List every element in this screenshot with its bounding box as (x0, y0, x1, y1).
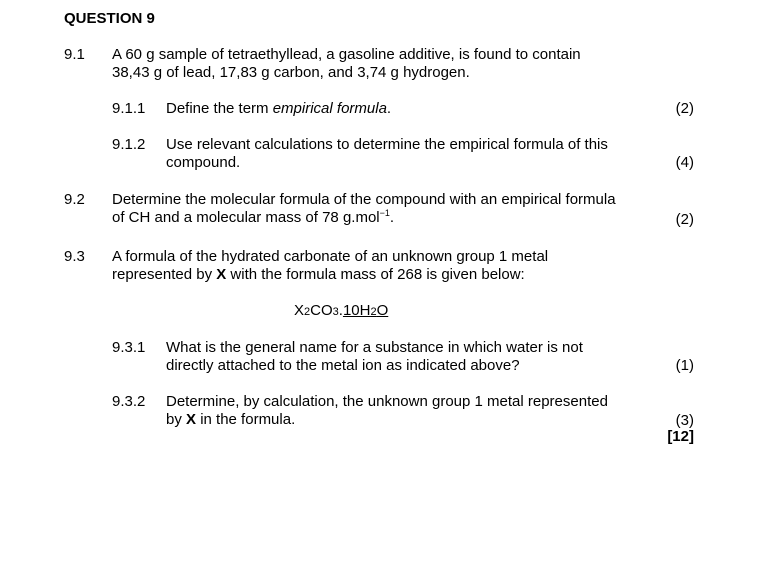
line: A formula of the hydrated carbonate of an unknown group 1 metal (112, 248, 549, 265)
line: Determine, by calculation, the unknown group 1 metal represented (166, 393, 608, 410)
line: Use relevant calculations to determine the empirical formula of this (166, 136, 608, 153)
text: by (166, 411, 187, 428)
line: What is the general name for a substance in which water is not (166, 339, 583, 356)
q9-1-1-number: 9.1.1 (112, 100, 146, 117)
q9-2-number: 9.2 (64, 191, 85, 208)
line: Determine the molecular formula of the compound with an empirical formula (112, 191, 616, 208)
q9-1-number: 9.1 (64, 46, 85, 63)
f: CO (310, 302, 333, 319)
q9-1-2-text (166, 136, 646, 172)
q9-1-2-number: 9.1.2 (112, 136, 146, 153)
line: A 60 g sample of tetraethyllead, a gasoline additive, is found to contain (112, 46, 581, 63)
q9-3-2-text (166, 393, 646, 429)
f: O (376, 302, 389, 319)
q9-3-1-mark: (1) (675, 357, 694, 374)
q9-3-2-mark: (3) (675, 412, 694, 429)
f: 10H (342, 302, 371, 319)
text: . (386, 100, 392, 117)
text: . (389, 209, 395, 226)
text: of CH and a molecular mass of 78 g.mol (112, 209, 380, 226)
f: X (294, 302, 305, 319)
line: 38,43 g of lead, 17,83 g carbon, and 3,74 g hydrogen. (112, 64, 470, 81)
f: . (338, 302, 343, 319)
f: 2 (370, 306, 377, 318)
total-mark: [12] (667, 428, 694, 445)
q9-3-text (112, 248, 652, 284)
bold-x: X (216, 266, 227, 283)
text: with the formula mass of 268 is given below: (226, 266, 525, 283)
q9-3-number: 9.3 (64, 248, 85, 265)
bold-x: X (186, 411, 197, 428)
line (166, 411, 646, 429)
text: represented by (112, 266, 217, 283)
line: compound. (166, 154, 241, 171)
q9-3-1-number: 9.3.1 (112, 339, 146, 356)
question-heading: QUESTION 9 (64, 10, 155, 27)
q9-1-1-mark: (2) (675, 100, 694, 117)
term: empirical formula (272, 100, 387, 117)
chemical-formula (294, 302, 388, 321)
q9-2-mark: (2) (675, 211, 694, 228)
text: Define the term (166, 100, 273, 117)
line: directly attached to the metal ion as indicated above? (166, 357, 520, 374)
q9-1-text (112, 46, 652, 82)
text: in the formula. (196, 411, 296, 428)
q9-3-2-number: 9.3.2 (112, 393, 146, 410)
q9-3-1-text (166, 339, 646, 375)
f: 2 (304, 306, 311, 318)
q9-1-1-text (166, 100, 646, 118)
line (112, 266, 652, 284)
q9-1-2-mark: (4) (675, 154, 694, 171)
f: 3 (332, 306, 339, 318)
q9-2-text (112, 191, 652, 227)
superscript: −1 (379, 208, 390, 218)
line (112, 209, 652, 227)
